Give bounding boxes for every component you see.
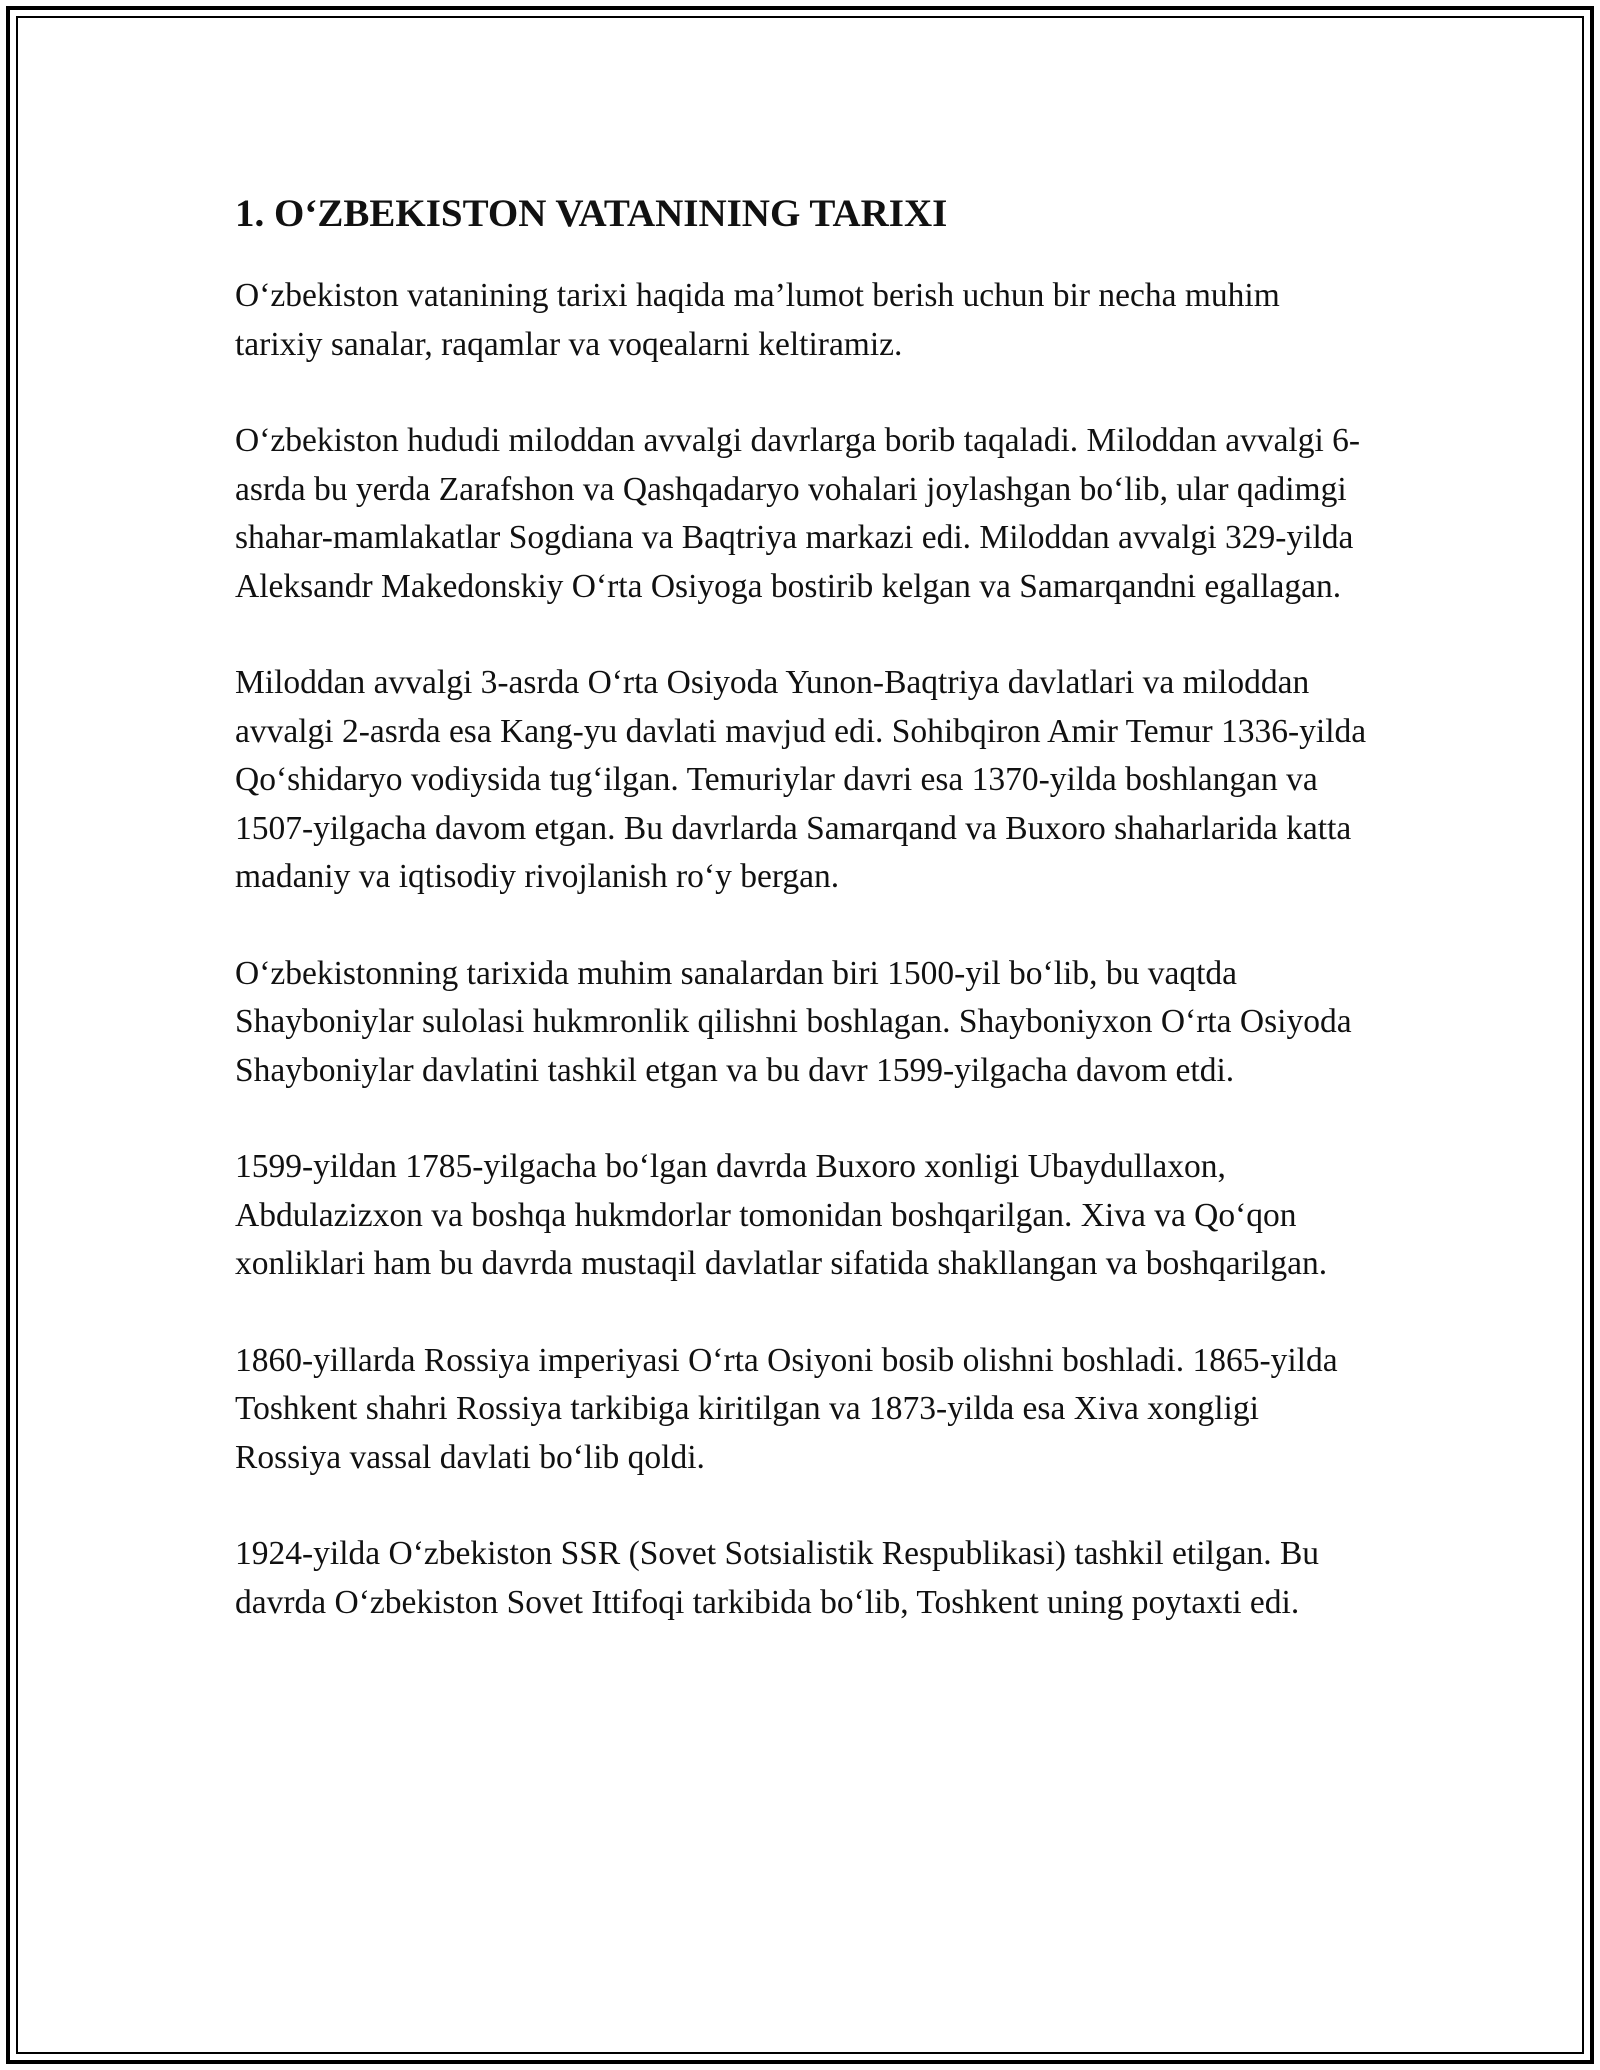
paragraph-soviet-period: 1924-yilda O‘zbekiston SSR (Sovet Sotsialistik Respublikasi) tashkil etilgan. Bu davrda O‘zbekiston Sovet Ittifoqi tarkibida bo‘lib, Toshkent uning poytaxti edi. <box>235 1535 1320 1621</box>
paragraph-temurid-period: Miloddan avvalgi 3-asrda O‘rta Osiyoda Yunon-Baqtriya davlatlari va miloddan avvalgi 2-asrda esa Kang-yu davlati mavjud edi. Sohibqiron Amir Temur 1336-yilda Qo‘shidaryo vodiysida tug‘ilgan. Temuriylar davri esa 1370-yilda boshlangan va 1507-yilgacha davom etgan. Bu davrlarda Samarqand va Buxoro shaharlarida katta madaniy va iqtisodiy rivojlanish ro‘y bergan. <box>235 664 1367 895</box>
document-title: 1. O‘ZBEKISTON VATANINING TARIXI <box>235 192 948 235</box>
paragraph-shaybanid-period: O‘zbekistonning tarixida muhim sanalardan biri 1500-yil bo‘lib, bu vaqtda Shayboniylar sulolasi hukmronlik qilishni boshlagan. Shayboniyxon O‘rta Osiyoda Shayboniylar davlatini tashkil etgan va bu davr 1599-yilgacha davom etdi. <box>235 954 1352 1089</box>
paragraph-intro: O‘zbekiston vatanining tarixi haqida ma’lumot berish uchun bir necha muhim tarixiy sanalar, raqamlar va voqealarni keltiramiz. <box>235 277 1280 363</box>
document-body <box>235 186 1370 1675</box>
paragraph-russian-conquest: 1860-yillarda Rossiya imperiyasi O‘rta Osiyoni bosib olishni boshladi. 1865-yilda Toshkent shahri Rossiya tarkibiga kiritilgan va 1873-yilda esa Xiva xongligi Rossiya vassal davlati bo‘lib qoldi. <box>235 1341 1338 1476</box>
paragraph-khanates-period: 1599-yildan 1785-yilgacha bo‘lgan davrda Buxoro xonligi Ubaydullaxon, Abdulazizxon va boshqa hukmdorlar tomonidan boshqarilgan. Xiva va Qo‘qon xonliklari ham bu davrda mustaqil davlatlar sifatida shakllangan va boshqarilgan. <box>235 1148 1328 1282</box>
paragraph-ancient-period: O‘zbekiston hududi miloddan avvalgi davrlarga borib taqaladi. Miloddan avvalgi 6-asrda bu yerda Zarafshon va Qashqadaryo vohalari joylashgan bo‘lib, ular qadimgi shahar-mamlakatlar Sogdiana va Baqtriya markazi edi. Miloddan avvalgi 329-yilda Aleksandr Makedonskiy O‘rta Osiyoga bostirib kelgan va Samarqandni egallagan. <box>235 422 1361 605</box>
